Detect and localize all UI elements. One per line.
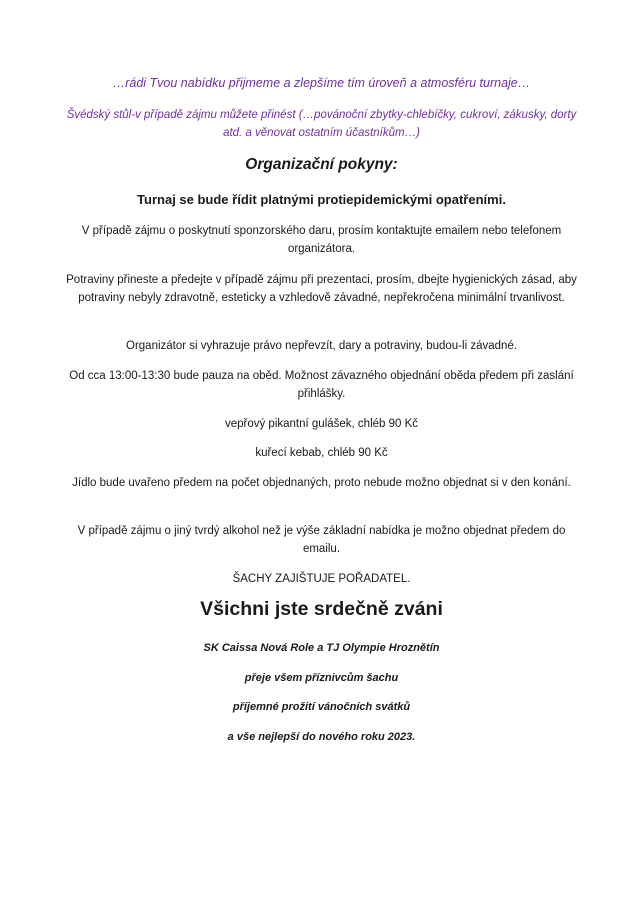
epidemic-rules-line: Turnaj se bude řídit platnými protiepidemickými opatřeními. (137, 192, 506, 207)
closing-line: příjemné prožití vánočních svátků (232, 701, 411, 713)
intro-line: …rádi Tvou nabídku přijmeme a zlepšíme tím úroveň a atmosféru turnaje… (112, 76, 531, 90)
closing-line: SK Caissa Nová Role a TJ Olympie Hroznětín (203, 642, 440, 654)
welcome-heading: Všichni jste srdečně zváni (200, 598, 443, 620)
organizer-rights-paragraph: Organizátor si vyhrazuje právo nepřevzít, dary a potraviny, budou-li závadné. (126, 340, 517, 352)
food-hygiene-paragraph: Potraviny přineste a předejte v případě zájmu při prezentaci, prosím, dbejte hygienických zásad, aby potraviny nebyly zdravotně, esteticky a vzhledově závadné, nepřekročena minimální trvanlivost. (66, 274, 577, 304)
lunch-break-paragraph: Od cca 13:00-13:30 bude pauza na oběd. Možnost závazného objednání oběda předem při zaslání přihlášky. (69, 370, 574, 400)
swedish-table-note: Švédský stůl-v případě zájmu můžete přinést (…povánoční zbytky-chlebíčky, cukroví, zákusky, dorty atd. a věnovat ostatním účastníkům…) (66, 109, 577, 139)
closing-line: a vše nejlepší do nového roku 2023. (227, 731, 416, 743)
chess-note: ŠACHY ZAJIŠTUJE POŘADATEL. (232, 573, 411, 585)
cooking-note-paragraph: Jídlo bude uvařeno předem na počet objednaných, proto nebude možno objednat si v den konání. (72, 477, 571, 489)
menu-item: vepřový pikantní gulášek, chléb 90 Kč (224, 418, 419, 430)
menu-item: kuřecí kebab, chléb 90 Kč (255, 447, 388, 459)
alcohol-note-paragraph: V případě zájmu o jiný tvrdý alkohol než je výše základní nabídka je možno objednat předem do emailu. (77, 525, 566, 555)
organizational-heading: Organizační pokyny: (245, 156, 398, 173)
closing-line: přeje všem příznivcům šachu (244, 672, 399, 684)
sponsor-paragraph: V případě zájmu o poskytnutí sponzorského daru, prosím kontaktujte emailem nebo telefonem organizátora. (81, 225, 562, 255)
